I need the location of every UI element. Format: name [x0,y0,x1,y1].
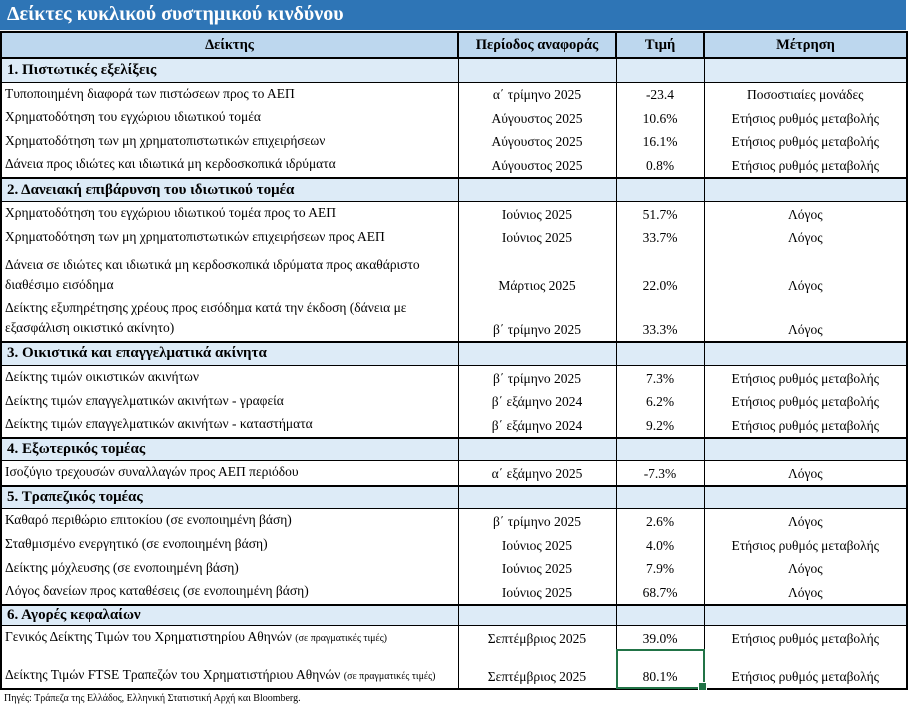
cell-indicator[interactable]: Χρηματοδότηση των μη χρηματοπιστωτικών επιχειρήσεων προς ΑΕΠ [1,226,458,250]
cell-indicator[interactable]: Δείκτης εξυπηρέτησης χρέους προς εισόδημα κατά την έκδοση (δάνεια με εξασφάλιση οικιστικό ακίνητο) [1,297,458,341]
empty-cell[interactable] [616,438,704,461]
empty-cell[interactable] [704,342,907,366]
cell-indicator[interactable]: Ισοζύγιο τρεχουσών συναλλαγών προς ΑΕΠ περιόδου [1,461,458,486]
column-header-period[interactable]: Περίοδος αναφοράς [458,32,616,58]
section-label-cell[interactable]: 2. Δανειακή επιβάρυνση του ιδιωτικού τομέα [1,178,458,202]
section-row [1,486,907,509]
cell-indicator[interactable]: Δείκτης τιμών οικιστικών ακινήτων [1,366,458,390]
cell-value[interactable]: 10.6% [616,106,704,130]
cell-period[interactable]: Ιούνιος 2025 [458,533,616,557]
selected-value-text: 80.1% [642,669,678,684]
cell-period[interactable]: β΄ τρίμηνο 2025 [458,297,616,341]
cell-measure[interactable]: Ποσοστιαίες μονάδες [704,82,907,106]
table-title: Δείκτες κυκλικού συστημικού κινδύνου [0,0,906,31]
cell-period[interactable]: α΄ τρίμηνο 2025 [458,82,616,106]
cell-measure[interactable]: Λόγος [704,580,907,605]
cell-value[interactable]: 51.7% [616,202,704,226]
column-header-measure[interactable]: Μέτρηση [704,32,907,58]
table-row [1,297,907,341]
cell-period[interactable]: Ιούνιος 2025 [458,202,616,226]
table-row [1,249,907,297]
empty-cell[interactable] [616,58,704,82]
cell-period[interactable]: Μάρτιος 2025 [458,249,616,297]
section-row [1,438,907,461]
cell-indicator[interactable] [1,650,458,689]
cell-value[interactable]: 9.2% [616,413,704,438]
table-row [1,390,907,414]
empty-cell[interactable] [704,438,907,461]
empty-cell[interactable] [458,342,616,366]
column-header-row [1,32,907,58]
cell-period[interactable]: Ιούνιος 2025 [458,557,616,581]
empty-cell[interactable] [704,178,907,202]
cell-period[interactable]: β΄ τρίμηνο 2025 [458,509,616,533]
cell-value[interactable]: -7.3% [616,461,704,486]
indicator-note: (σε πραγματικές τιμές) [343,671,436,683]
cell-measure[interactable]: Ετήσιος ρυθμός μεταβολής [704,366,907,390]
cell-period[interactable]: Αύγουστος 2025 [458,130,616,154]
empty-cell[interactable] [458,486,616,509]
cell-measure[interactable]: Ετήσιος ρυθμός μεταβολής [704,106,907,130]
cell-value[interactable]: 0.8% [616,153,704,178]
cell-indicator[interactable]: Δείκτης τιμών επαγγελματικών ακινήτων - καταστήματα [1,413,458,438]
cell-period[interactable]: Αύγουστος 2025 [458,153,616,178]
cell-value[interactable]: 39.0% [616,626,704,650]
empty-cell[interactable] [458,58,616,82]
section-label-cell[interactable]: 3. Οικιστικά και επαγγελματικά ακίνητα [1,342,458,366]
table-row [1,580,907,605]
cell-indicator[interactable]: Χρηματοδότηση των μη χρηματοπιστωτικών επιχειρήσεων [1,130,458,154]
cell-indicator[interactable] [1,626,458,650]
cell-measure[interactable]: Λόγος [704,509,907,533]
cell-measure[interactable]: Λόγος [704,249,907,297]
cell-value[interactable]: 33.7% [616,226,704,250]
cell-period[interactable]: Σεπτέμβριος 2025 [458,626,616,650]
table-row [1,202,907,226]
empty-cell[interactable] [704,58,907,82]
cell-value[interactable]: 22.0% [616,249,704,297]
empty-cell[interactable] [704,605,907,626]
cell-indicator[interactable]: Τυποποιημένη διαφορά των πιστώσεων προς το ΑΕΠ [1,82,458,106]
table-row [1,366,907,390]
table-row [1,533,907,557]
cell-indicator[interactable]: Δείκτης μόχλευσης (σε ενοποιημένη βάση) [1,557,458,581]
section-label-cell[interactable]: 4. Εξωτερικός τομέας [1,438,458,461]
cell-period[interactable]: Σεπτέμβριος 2025 [458,650,616,689]
table-row [1,106,907,130]
indicator-note: (σε πραγματικές τιμές) [295,633,387,645]
cell-indicator[interactable]: Δείκτης τιμών επαγγελματικών ακινήτων - γραφεία [1,390,458,414]
table-row [1,82,907,106]
cell-value[interactable]: -23.4 [616,82,704,106]
cell-measure[interactable]: Ετήσιος ρυθμός μεταβολής [704,626,907,650]
cell-period[interactable]: Ιούνιος 2025 [458,226,616,250]
empty-cell[interactable] [458,605,616,626]
cell-value[interactable]: 33.3% [616,297,704,341]
cell-indicator[interactable]: Χρηματοδότηση του εγχώριου ιδιωτικού τομέα προς το ΑΕΠ [1,202,458,226]
cell-value[interactable]: 4.0% [616,533,704,557]
cell-measure[interactable]: Ετήσιος ρυθμός μεταβολής [704,153,907,178]
cell-measure[interactable]: Ετήσιος ρυθμός μεταβολής [704,650,907,689]
cell-measure[interactable]: Ετήσιος ρυθμός μεταβολής [704,533,907,557]
table-row [1,413,907,438]
empty-cell[interactable] [704,486,907,509]
table-row [1,461,907,486]
cell-indicator[interactable]: Σταθμισμένο ενεργητικό (σε ενοποιημένη βάση) [1,533,458,557]
table-row [1,557,907,581]
cell-value[interactable]: 2.6% [616,509,704,533]
cell-indicator[interactable]: Λόγος δανείων προς καταθέσεις (σε ενοποιημένη βάση) [1,580,458,605]
empty-cell[interactable] [458,178,616,202]
cell-measure[interactable]: Λόγος [704,226,907,250]
cell-period[interactable]: Αύγουστος 2025 [458,106,616,130]
sources-note: Πηγές: Τράπεζα της Ελλάδος, Ελληνική Στατιστική Αρχή και Bloomberg. [4,693,301,704]
empty-cell[interactable] [616,605,704,626]
cell-value[interactable]: 6.2% [616,390,704,414]
cell-value[interactable]: 7.3% [616,366,704,390]
cell-indicator[interactable]: Χρηματοδότηση του εγχώριου ιδιωτικού τομέα [1,106,458,130]
indicators-table [0,31,908,690]
cell-period[interactable]: β΄ εξάμηνο 2024 [458,390,616,414]
section-row [1,605,907,626]
selected-cell-value[interactable] [616,650,704,689]
section-label-cell[interactable]: 5. Τραπεζικός τομέας [1,486,458,509]
table-row [1,153,907,178]
cell-measure[interactable]: Ετήσιος ρυθμός μεταβολής [704,413,907,438]
empty-cell[interactable] [616,178,704,202]
column-header-indicator[interactable]: Δείκτης [1,32,458,58]
cell-indicator[interactable]: Δάνεια σε ιδιώτες και ιδιωτικά μη κερδοσκοπικά ιδρύματα προς ακαθάριστο διαθέσιμο εισόδημα [1,249,458,297]
table-row [1,130,907,154]
cell-value[interactable]: 16.1% [616,130,704,154]
empty-cell[interactable] [616,486,704,509]
cell-period[interactable]: α΄ εξάμηνο 2025 [458,461,616,486]
table-row [1,226,907,250]
table-row [1,650,907,689]
cell-period[interactable]: β΄ εξάμηνο 2024 [458,413,616,438]
cell-measure[interactable]: Λόγος [704,461,907,486]
cell-indicator[interactable]: Καθαρό περιθώριο επιτοκίου (σε ενοποιημένη βάση) [1,509,458,533]
cell-period[interactable]: Ιούνιος 2025 [458,580,616,605]
section-label-cell[interactable]: 1. Πιστωτικές εξελίξεις [1,58,458,82]
column-header-value[interactable]: Τιμή [616,32,704,58]
indicator-text: Γενικός Δείκτης Τιμών του Χρηματιστηρίου Αθηνών [5,629,292,645]
cell-period[interactable]: β΄ τρίμηνο 2025 [458,366,616,390]
empty-cell[interactable] [616,342,704,366]
cell-measure[interactable]: Λόγος [704,557,907,581]
table-row [1,509,907,533]
indicator-text: Δείκτης Τιμών FTSE Τραπεζών του Χρηματιστήριου Αθηνών [5,667,341,683]
section-row [1,178,907,202]
section-label-cell[interactable]: 6. Αγορές κεφαλαίων [1,605,458,626]
empty-cell[interactable] [458,438,616,461]
section-row [1,342,907,366]
cell-measure[interactable]: Ετήσιος ρυθμός μεταβολής [704,130,907,154]
cell-value[interactable]: 68.7% [616,580,704,605]
cell-measure[interactable]: Λόγος [704,297,907,341]
cell-measure[interactable]: Ετήσιος ρυθμός μεταβολής [704,390,907,414]
cell-value[interactable]: 7.9% [616,557,704,581]
table-row [1,626,907,650]
cell-indicator[interactable]: Δάνεια προς ιδιώτες και ιδιωτικά μη κερδοσκοπικά ιδρύματα [1,153,458,178]
section-row [1,58,907,82]
cell-measure[interactable]: Λόγος [704,202,907,226]
